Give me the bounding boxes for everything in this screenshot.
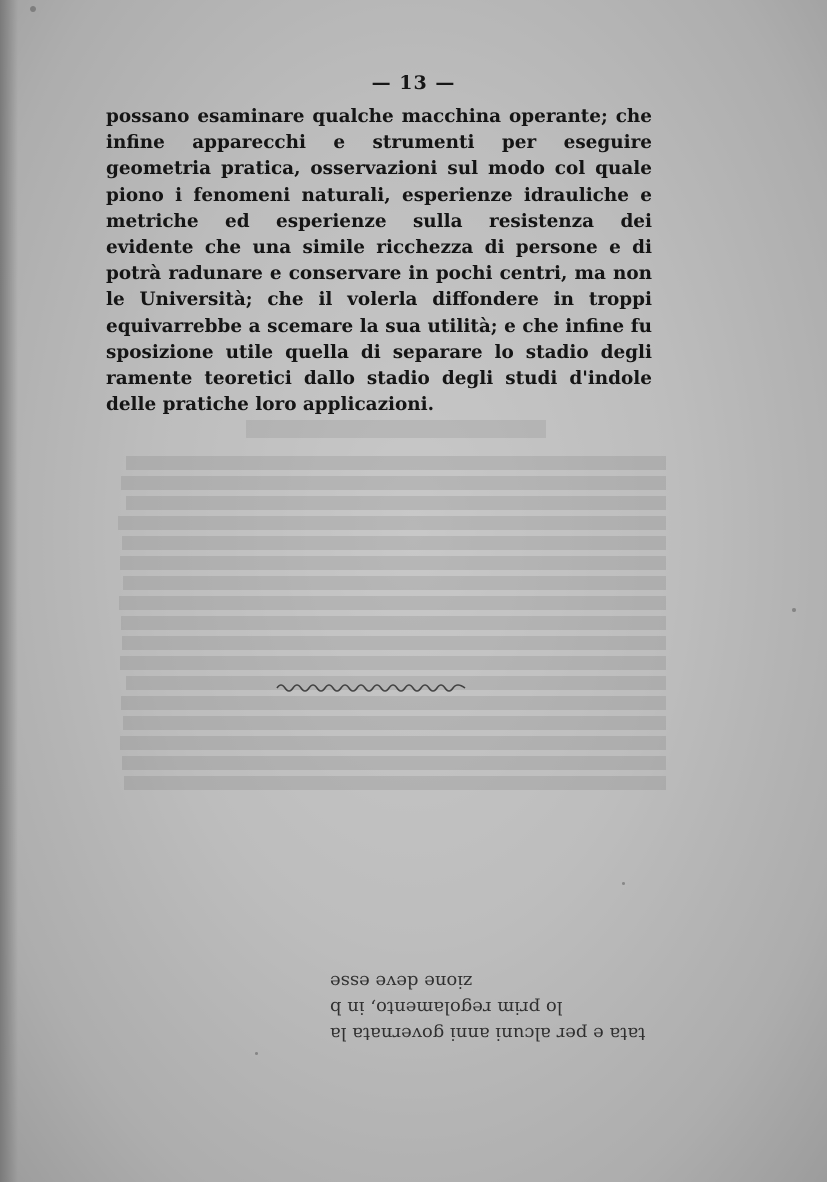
paragraph-line: geometria pratica, osservazioni sul modo col quale <box>106 158 652 180</box>
bleed-line <box>126 456 666 470</box>
paragraph <box>106 104 652 418</box>
bleed-through-tail <box>330 968 660 1046</box>
paragraph-line: le Università; che il volerla diffondere in troppi <box>106 289 652 311</box>
paragraph-line: evidente che una simile ricchezza di persone e di <box>106 236 652 258</box>
paragraph-line: ramente teoretici dallo stadio degli studi d'indole <box>106 367 652 389</box>
paragraph-line-last: delle pratiche loro applicazioni. <box>106 394 435 416</box>
ornamental-wave-divider <box>275 680 467 696</box>
bleed-line <box>121 476 666 490</box>
paper-speck <box>255 1052 258 1055</box>
bleed-line <box>122 536 666 550</box>
bleed-line <box>123 576 666 590</box>
page-number: — 13 — <box>371 72 456 94</box>
bleed-line <box>120 736 666 750</box>
bleed-line <box>120 656 666 670</box>
paper-speck <box>30 6 36 12</box>
bleed-line <box>126 496 666 510</box>
paragraph-line: infine apparecchi e strumenti per eseguire <box>106 132 652 154</box>
bleed-tail-line: zione deve esse <box>330 971 473 992</box>
bleed-line <box>123 716 666 730</box>
bleed-line <box>120 556 666 570</box>
page-edge-shadow <box>0 0 18 1182</box>
bleed-line <box>119 596 666 610</box>
paragraph-line: sposizione utile quella di separare lo stadio degli <box>106 341 652 363</box>
bleed-tail-line: lo prim regolamento, in b <box>330 997 563 1018</box>
bleed-line <box>124 776 666 790</box>
bleed-line <box>121 696 666 710</box>
paragraph-line: piono i fenomeni naturali, esperienze idrauliche e <box>106 184 652 206</box>
bleed-tail-line: tata e per alcuni anni governata la <box>330 1023 646 1044</box>
paragraph-line: metriche ed esperienze sulla resistenza dei <box>106 210 652 232</box>
paragraph-line: possano esaminare qualche macchina operante; che <box>106 106 652 127</box>
bleed-line <box>122 636 666 650</box>
bleed-line <box>118 516 666 530</box>
paragraph-line: equivarrebbe a scemare la sua utilità; e che infine fu <box>106 315 652 337</box>
paragraph-line: potrà radunare e conservare in pochi centri, ma non <box>106 263 652 285</box>
paper-speck <box>792 608 796 612</box>
paper-speck <box>622 882 625 885</box>
bleed-line <box>122 756 666 770</box>
bleed-through-title <box>246 420 546 438</box>
bleed-line <box>121 616 666 630</box>
